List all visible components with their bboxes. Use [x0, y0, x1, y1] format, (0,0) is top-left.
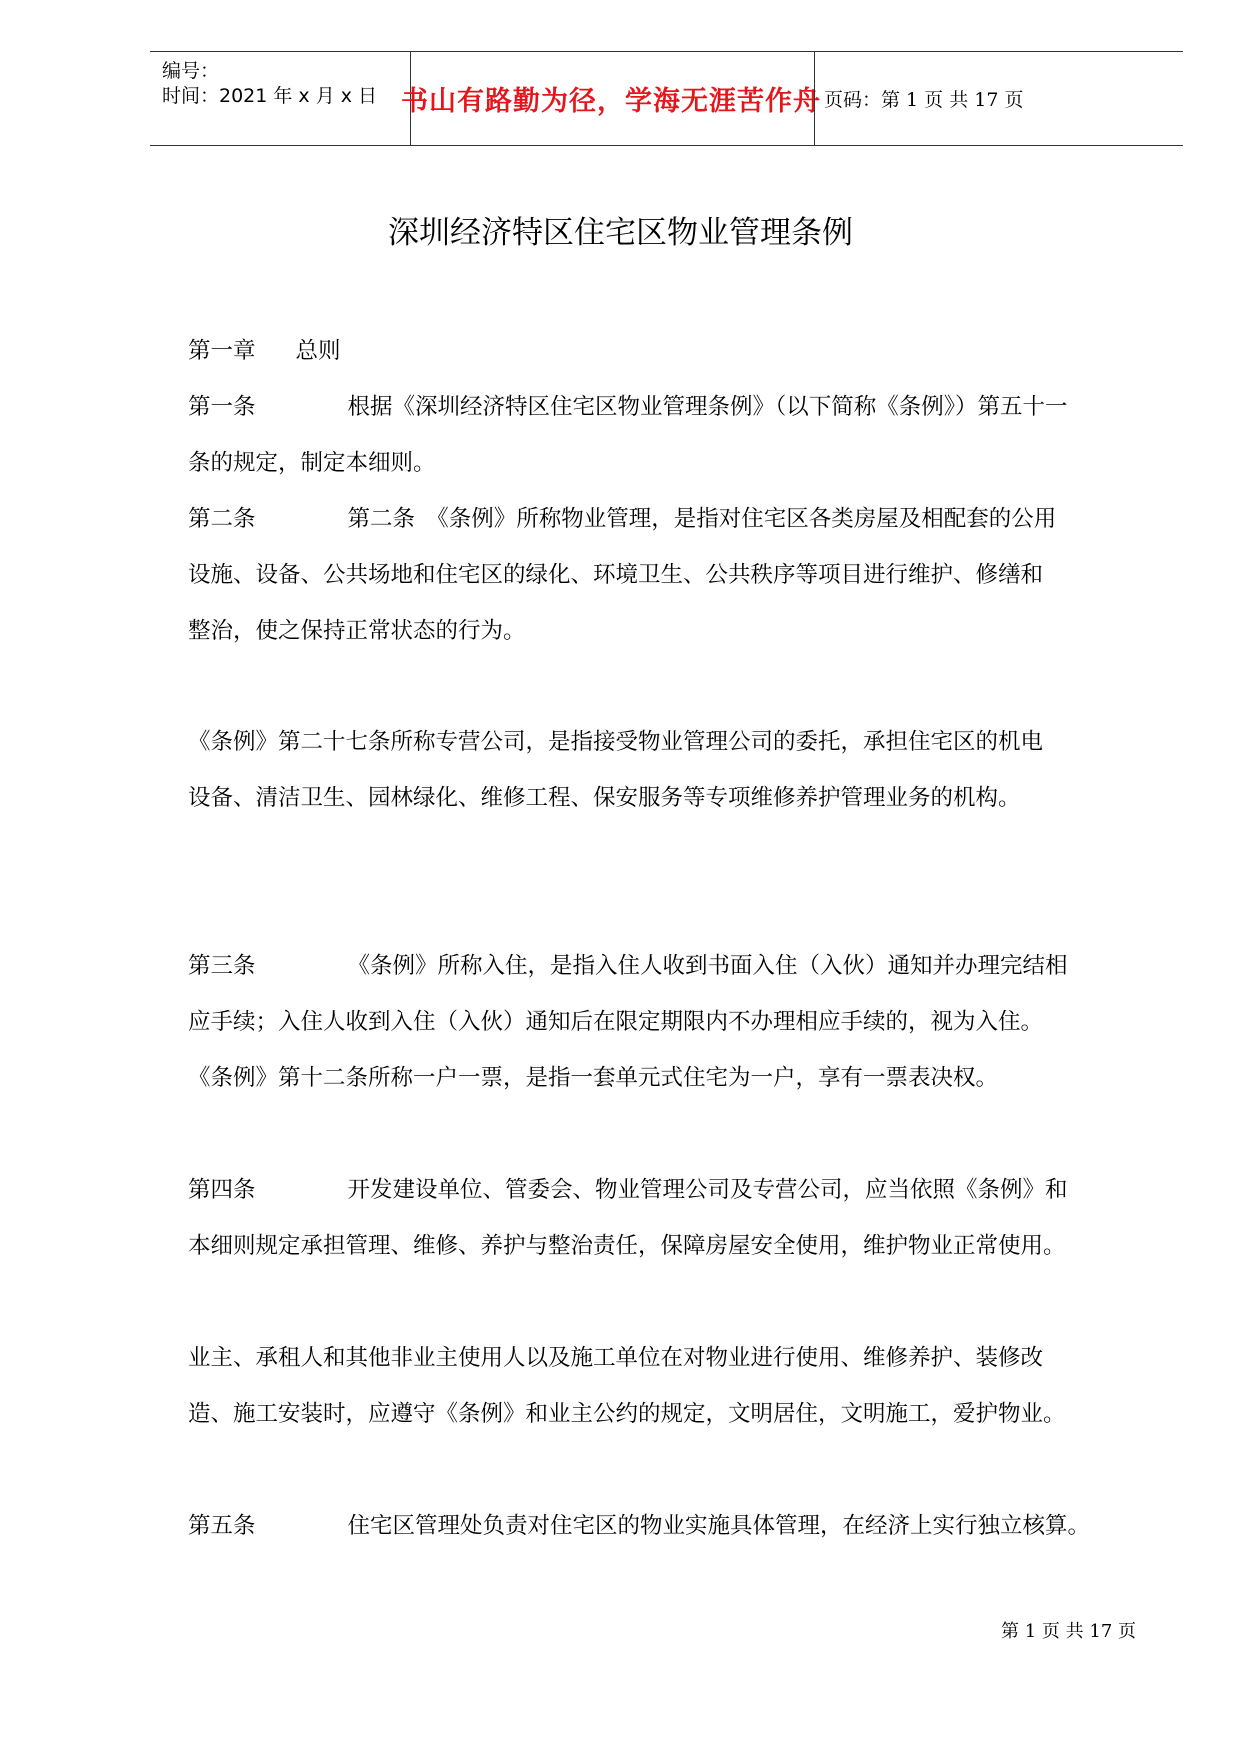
article-1-label: 第一条	[188, 394, 256, 420]
header-motto: 书山有路勤为径，学海无涯苦作舟	[401, 86, 821, 117]
article-2-line-2: 设施、设备、公共场地和住宅区的绿化、环境卫生、公共秩序等项目进行维护、修缮和	[188, 562, 1044, 588]
article-5-line-1	[188, 1511, 1090, 1541]
article-3-line-3: 《条例》第十二条所称一户一票，是指一套单元式住宅为一户，享有一票表决权。	[188, 1065, 999, 1091]
article-4-line-1	[188, 1175, 1068, 1205]
header-motto-cell	[401, 52, 821, 145]
article-1-line-1	[188, 392, 1068, 422]
article-5-label: 第五条	[188, 1513, 256, 1539]
header-page-info: 页码：第 1 页 共 17 页	[824, 89, 1024, 111]
article-4-text-1: 开发建设单位、管委会、物业管理公司及专营公司，应当依照《条例》和	[347, 1177, 1068, 1203]
page-footer: 第 1 页 共 17 页	[1001, 1621, 1136, 1642]
page-header	[150, 51, 1183, 146]
article-4-line-2: 本细则规定承担管理、维修、养护与整治责任，保障房屋安全使用，维护物业正常使用。	[188, 1233, 1066, 1259]
article-3-label: 第三条	[188, 953, 256, 979]
paragraph-2-line-1: 《条例》第二十七条所称专营公司，是指接受物业管理公司的委托，承担住宅区的机电	[188, 729, 1044, 755]
paragraph-4-line-1: 业主、承租人和其他非业主使用人以及施工单位在对物业进行使用、维修养护、装修改	[188, 1345, 1044, 1371]
article-4-label: 第四条	[188, 1177, 256, 1203]
article-3-line-2: 应手续；入住人收到入住（入伙）通知后在限定期限内不办理相应手续的，视为入住。	[188, 1009, 1044, 1035]
article-2-line-3: 整治，使之保持正常状态的行为。	[188, 618, 526, 644]
article-1-line-2: 条的规定，制定本细则。	[188, 450, 436, 476]
chapter-number: 第一章	[188, 338, 256, 364]
article-5-text-1: 住宅区管理处负责对住宅区的物业实施具体管理，在经济上实行独立核算。	[347, 1513, 1091, 1539]
header-page-cell	[814, 52, 1183, 145]
chapter-heading	[188, 336, 341, 366]
document-number-label: 编号：	[162, 60, 220, 82]
article-1-text-1: 根据《深圳经济特区住宅区物业管理条例》（以下简称《条例》）第五十一	[347, 394, 1068, 420]
article-2-text-1: 第二条 《条例》所称物业管理，是指对住宅区各类房屋及相配套的公用	[347, 506, 1057, 532]
article-2-label: 第二条	[188, 506, 256, 532]
article-3-text-1: 《条例》所称入住，是指入住人收到书面入住（入伙）通知并办理完结相	[347, 953, 1068, 979]
document-title: 深圳经济特区住宅区物业管理条例	[388, 214, 853, 251]
document-time-label: 时间：2021 年 x 月 x 日	[162, 85, 378, 107]
article-2-line-1	[188, 504, 1056, 534]
article-3-line-1	[188, 951, 1068, 981]
header-meta	[150, 52, 410, 145]
paragraph-4-line-2: 造、施工安装时，应遵守《条例》和业主公约的规定，文明居住，文明施工，爱护物业。	[188, 1401, 1066, 1427]
chapter-name: 总则	[295, 338, 341, 364]
paragraph-2-line-2: 设备、清洁卫生、园林绿化、维修工程、保安服务等专项维修养护管理业务的机构。	[188, 785, 1021, 811]
